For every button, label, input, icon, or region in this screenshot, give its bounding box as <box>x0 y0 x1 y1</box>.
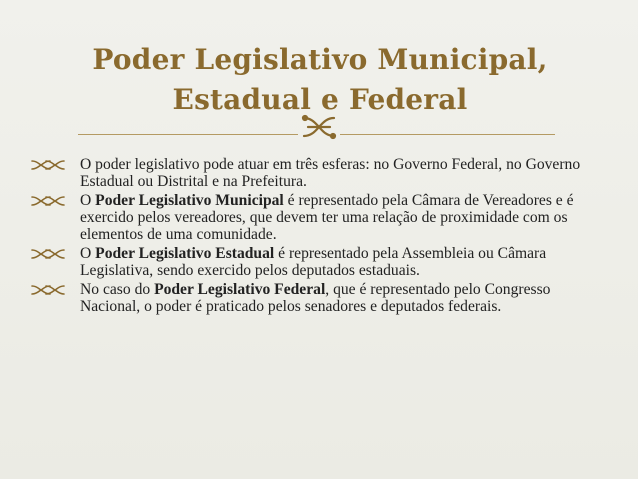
title-divider-left <box>78 134 298 135</box>
fleur-ornament-icon <box>300 112 338 142</box>
slide-title <box>60 40 580 120</box>
bullet-list <box>30 156 600 317</box>
bullet-item <box>30 156 600 190</box>
bullet-bold-term: Poder Legislativo Federal <box>154 281 326 298</box>
bullet-text: O poder legislativo pode atuar em três esferas: no Governo Federal, no Governo Estadual ou Distrital e na Prefeitura. <box>80 156 581 190</box>
fleur-bullet-icon <box>30 158 66 172</box>
title-line-1: Poder Legislativo Municipal, <box>92 43 548 76</box>
bullet-bold-term: Poder Legislativo Municipal <box>95 192 284 209</box>
fleur-bullet-icon <box>30 283 66 297</box>
title-line-2: Estadual e Federal <box>172 83 468 116</box>
title-divider-right <box>340 134 555 135</box>
bullet-item <box>30 281 600 315</box>
bullet-bold-term: Poder Legislativo Estadual <box>95 245 275 262</box>
fleur-bullet-icon <box>30 194 66 208</box>
fleur-bullet-icon <box>30 247 66 261</box>
bullet-text-pre: No caso do <box>80 281 155 298</box>
bullet-text-post: é representado pela Câmara de Vereadores e é exercido pelos vereadores, que devem ter uma relação de proximidade com os elementos de uma comunidade. <box>80 192 574 243</box>
bullet-text-pre: O <box>80 245 96 262</box>
bullet-item <box>30 192 600 243</box>
bullet-text-post: é representado pela Assembleia ou Câmara Legislativa, sendo exercido pelos deputados estaduais. <box>80 245 547 279</box>
bullet-text-post: , que é representado pelo Congresso Nacional, o poder é praticado pelos senadores e deputados federais. <box>80 281 551 315</box>
bullet-item <box>30 245 600 279</box>
bullet-text-pre: O <box>80 192 96 209</box>
